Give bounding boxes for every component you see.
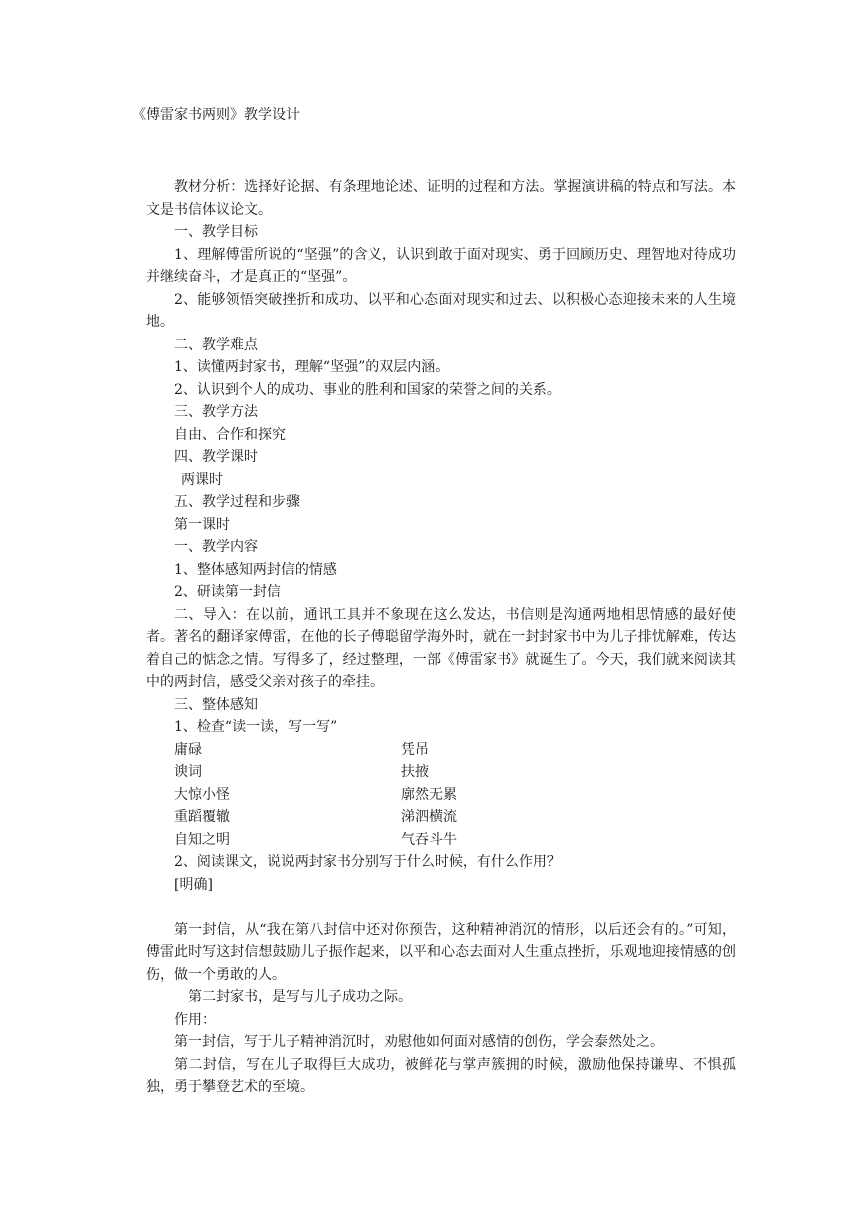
heading-goals: 一、教学目标 (174, 224, 258, 240)
question-2: 2、阅读课文，说说两封家书分别写于什么时候，有什么作用？ (174, 854, 561, 870)
word-left: 重蹈覆辙 (174, 809, 230, 825)
effect-2: 第二封信，写在儿子取得巨大成功，被鲜花与掌声簇拥的时候，激励他保持谦卑、不惧孤独，勇于攀登艺术的至境。 (146, 1056, 736, 1095)
word-right: 气吞斗牛 (401, 831, 457, 848)
spacer (146, 896, 736, 919)
lesson-1-label: 第一课时 (174, 516, 230, 533)
content-2: 2、研读第一封信 (174, 584, 281, 600)
document-title: 《傅雷家书两则》教学设计 (132, 107, 300, 123)
difficulty-1: 1、读懂两封家书，理解“坚强”的双层内涵。 (174, 359, 450, 375)
word-right: 廓然无累 (401, 786, 457, 803)
effect-1: 第一封信，写于儿子精神消沉时，劝慰他如何面对感情的创伤，学会泰然处之。 (174, 1034, 664, 1050)
method-text: 自由、合作和探究 (174, 426, 286, 443)
heading-hours: 四、教学课时 (174, 449, 258, 465)
word-row (146, 739, 736, 762)
intro-paragraph: 二、导入：在以前，通讯工具并不象现在这么发达，书信则是沟通两地相思情感的最好使者。著名的翻译家傅雷，在他的长子傅聪留学海外时，就在一封封家书中为儿子排忧解难，传达着自己的惦念之情。写得多了，经过整理，一部《傅雷家书》就诞生了。今天，我们就来阅读其中的两封信，感受父亲对孩子的牵挂。 (146, 606, 736, 690)
content-1: 1、整体感知两封信的情感 (174, 561, 337, 578)
word-left: 谀词 (174, 764, 202, 780)
word-left: 庸碌 (174, 741, 202, 758)
heading-process: 五、教学过程和步骤 (174, 494, 300, 510)
word-row (146, 784, 736, 807)
letter-1-paragraph: 第一封信，从“我在第八封信中还对你预告，这种精神消沉的情形，以后还会有的。”可知，傅雷此时写这封信想鼓励儿子振作起来，以平和心态去面对人生重点挫折，乐观地迎接情感的创伤，做一个勇敢的人。 (146, 921, 736, 983)
word-row (146, 761, 736, 784)
word-right: 涕泗横流 (401, 809, 457, 825)
word-right: 凭吊 (401, 741, 429, 758)
effect-label: 作用： (174, 1011, 216, 1028)
goal-1: 1、理解傅雷所说的“坚强”的含义，认识到敢于面对现实、勇于回顾历史、理智地对待成功并继续奋斗，才是真正的“坚强”。 (146, 246, 736, 285)
hours-text: 两课时 (181, 471, 223, 488)
check-item: 1、检查“读一读，写一写” (174, 719, 338, 735)
heading-method: 三、教学方法 (174, 404, 258, 420)
heading-overall: 三、整体感知 (174, 696, 258, 713)
goal-2: 2、能够领悟突破挫折和成功、以平和心态面对现实和过去、以积极心态迎接未来的人生境地。 (146, 291, 736, 330)
heading-content: 一、教学内容 (174, 539, 258, 555)
word-left: 自知之明 (174, 831, 230, 848)
word-left: 大惊小怪 (174, 786, 230, 803)
clarify-label: [明确] (174, 876, 213, 893)
word-row (146, 806, 736, 829)
word-right: 扶掖 (401, 764, 429, 780)
document-body (146, 176, 736, 1099)
heading-difficulty: 二、教学难点 (174, 336, 258, 353)
letter-2-paragraph: 第二封家书，是写与儿子成功之际。 (188, 989, 412, 1005)
analysis-paragraph: 教材分析：选择好论据、有条理地论述、证明的过程和方法。掌握演讲稿的特点和写法。本文是书信体议论文。 (146, 179, 736, 218)
word-row (146, 829, 736, 852)
difficulty-2: 2、认识到个人的成功、事业的胜利和国家的荣誉之间的关系。 (174, 381, 561, 398)
